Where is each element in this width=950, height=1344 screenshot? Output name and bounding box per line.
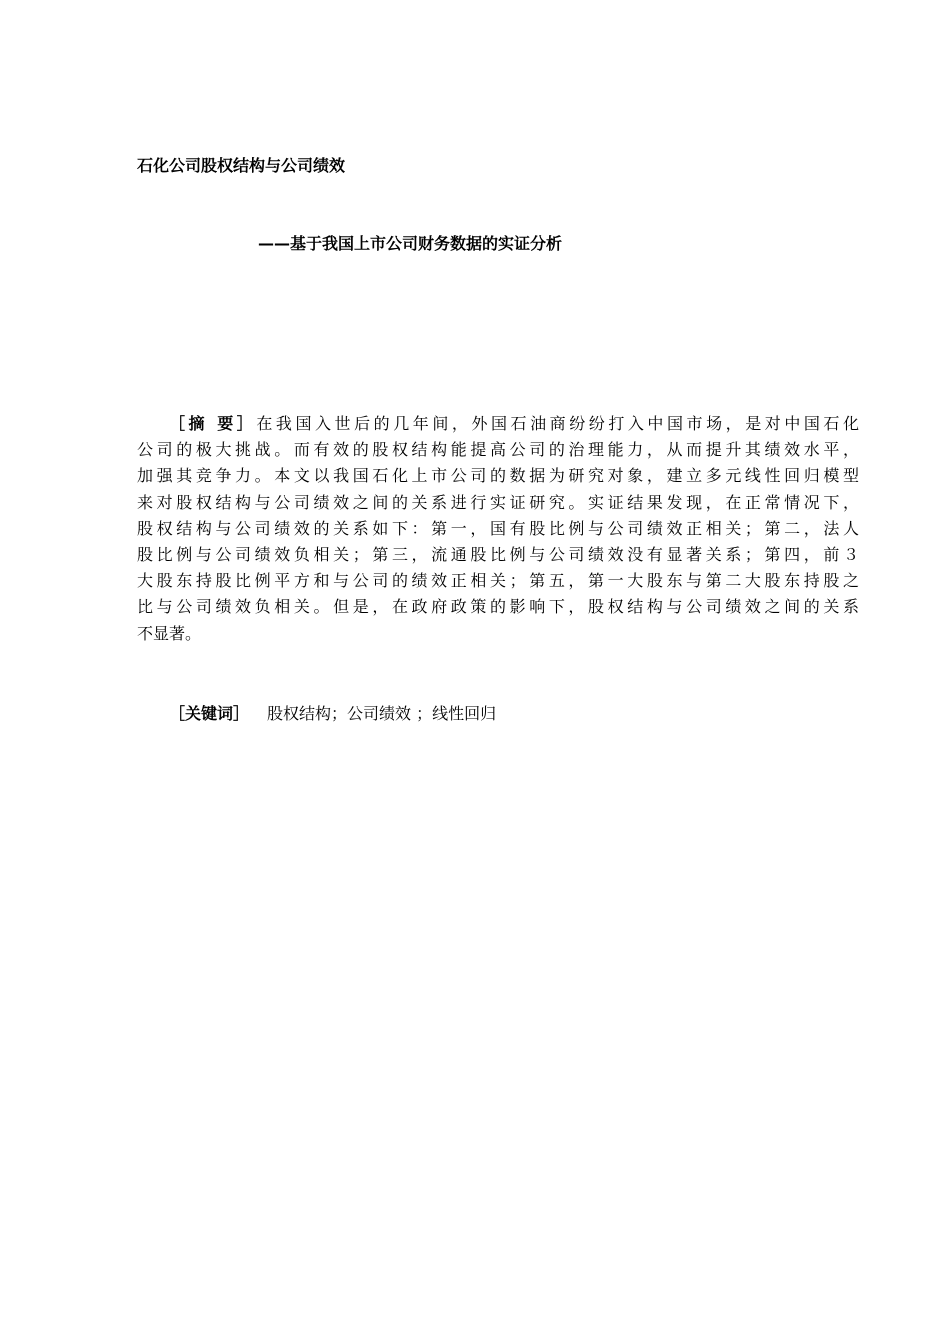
abstract-line: 股权结构与公司绩效的关系如下：第一，国有股比例与公司绩效正相关；第二，法人	[137, 518, 859, 538]
document-subtitle: ——基于我国上市公司财务数据的实证分析	[258, 234, 563, 253]
abstract-line: 股比例与公司绩效负相关；第三，流通股比例与公司绩效没有显著关系；第四，前３	[137, 544, 859, 564]
abstract-section	[137, 411, 859, 647]
abstract-line: 大股东持股比例平方和与公司的绩效正相关；第五，第一大股东与第二大股东持股之	[137, 571, 859, 591]
abstract-line: 不显著。	[137, 623, 202, 643]
abstract-label: ［摘 要］	[169, 414, 257, 433]
abstract-line: 公司的极大挑战。而有效的股权结构能提高公司的治理能力，从而提升其绩效水平，	[137, 440, 859, 460]
document-title: 石化公司股权结构与公司绩效	[137, 156, 346, 175]
keywords-section	[169, 702, 496, 726]
abstract-line: 来对股权结构与公司绩效之间的关系进行实证研究。实证结果发现，在正常情况下，	[137, 492, 859, 512]
abstract-line	[137, 411, 859, 437]
abstract-line: 加强其竞争力。本文以我国石化上市公司的数据为研究对象，建立多元线性回归模型	[137, 466, 859, 486]
abstract-line: 比与公司绩效负相关。但是，在政府政策的影响下，股权结构与公司绩效之间的关系	[137, 597, 859, 617]
abstract-text: 在我国入世后的几年间，外国石油商纷纷打入中国市场，是对中国石化	[256, 414, 859, 433]
keywords-label: ［关键词］	[169, 704, 250, 723]
keywords-text: 股权结构；公司绩效 ；线性回归	[267, 704, 497, 723]
